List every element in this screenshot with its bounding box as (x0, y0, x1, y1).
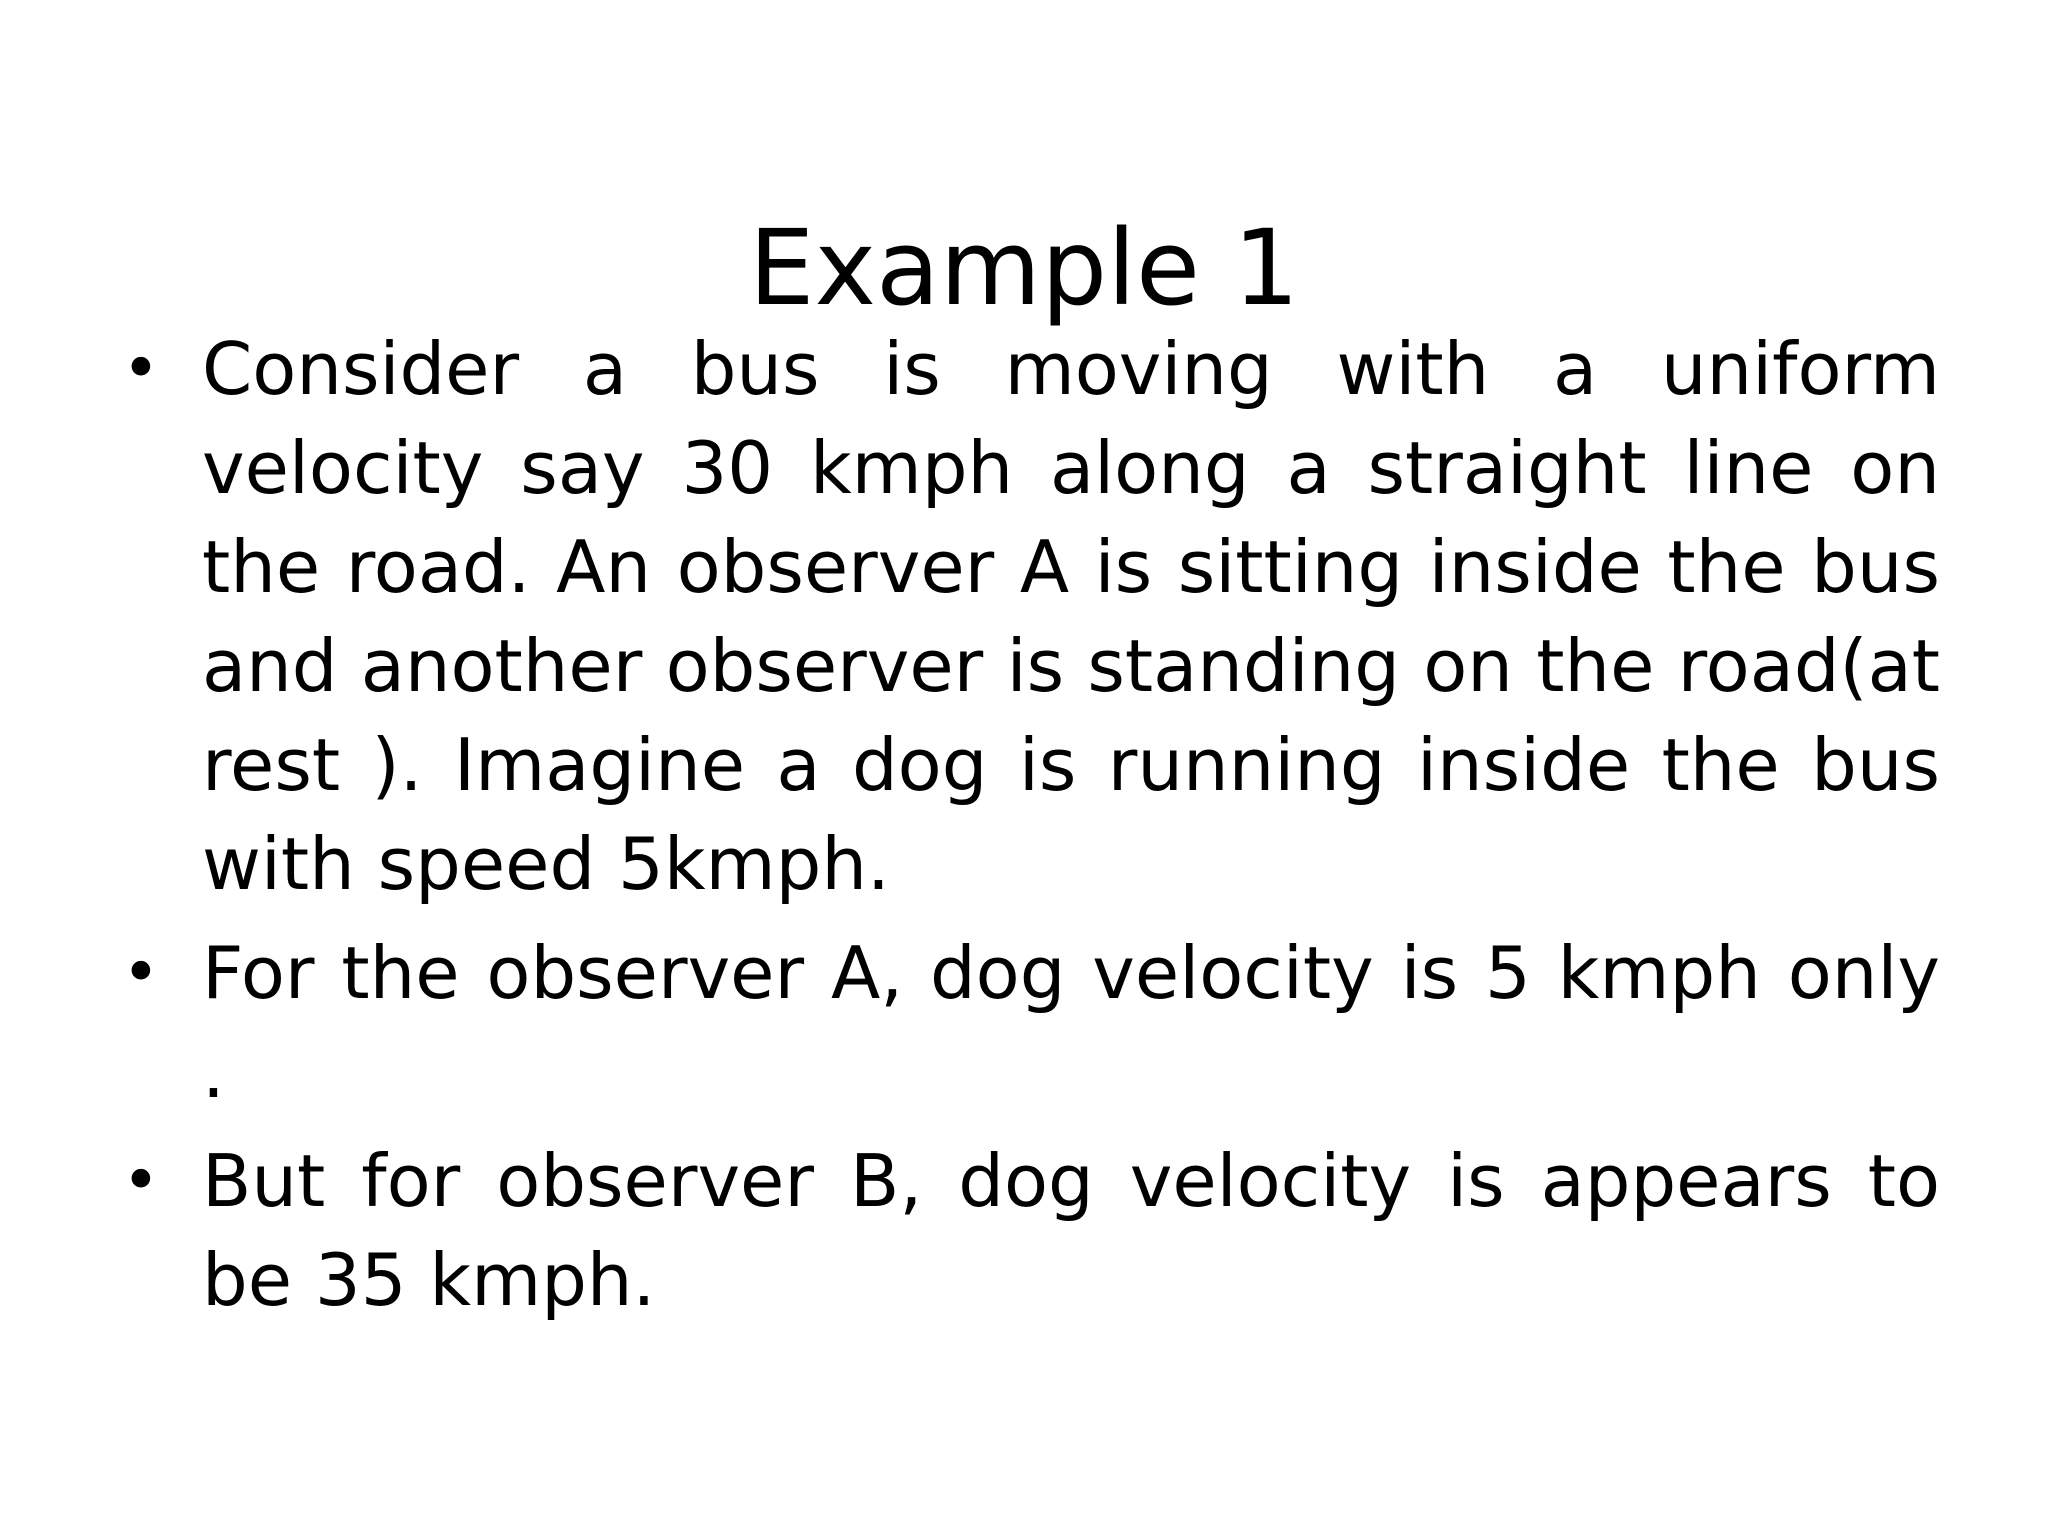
bullet-list (120, 320, 1940, 1340)
bullet-text: For the observer A, dog velocity is 5 kmph only . (202, 931, 1940, 1114)
bullet-item (120, 924, 1940, 1122)
bullet-dot-icon: • (122, 936, 160, 1010)
bullet-item (120, 1132, 1940, 1330)
bullet-dot-icon: • (122, 1144, 160, 1218)
bullet-text: But for observer B, dog velocity is appears to be 35 kmph. (202, 1139, 1940, 1322)
bullet-text: Consider a bus is moving with a uniform velocity say 30 kmph along a straight line on the road. An observer A is sitting inside the bus and another observer is standing on the road(at rest ). Imagine a dog is running inside the bus with speed 5kmph. (202, 327, 1940, 906)
slide-title: Example 1 (748, 206, 1300, 329)
bullet-item (120, 320, 1940, 914)
bullet-dot-icon: • (122, 332, 160, 406)
